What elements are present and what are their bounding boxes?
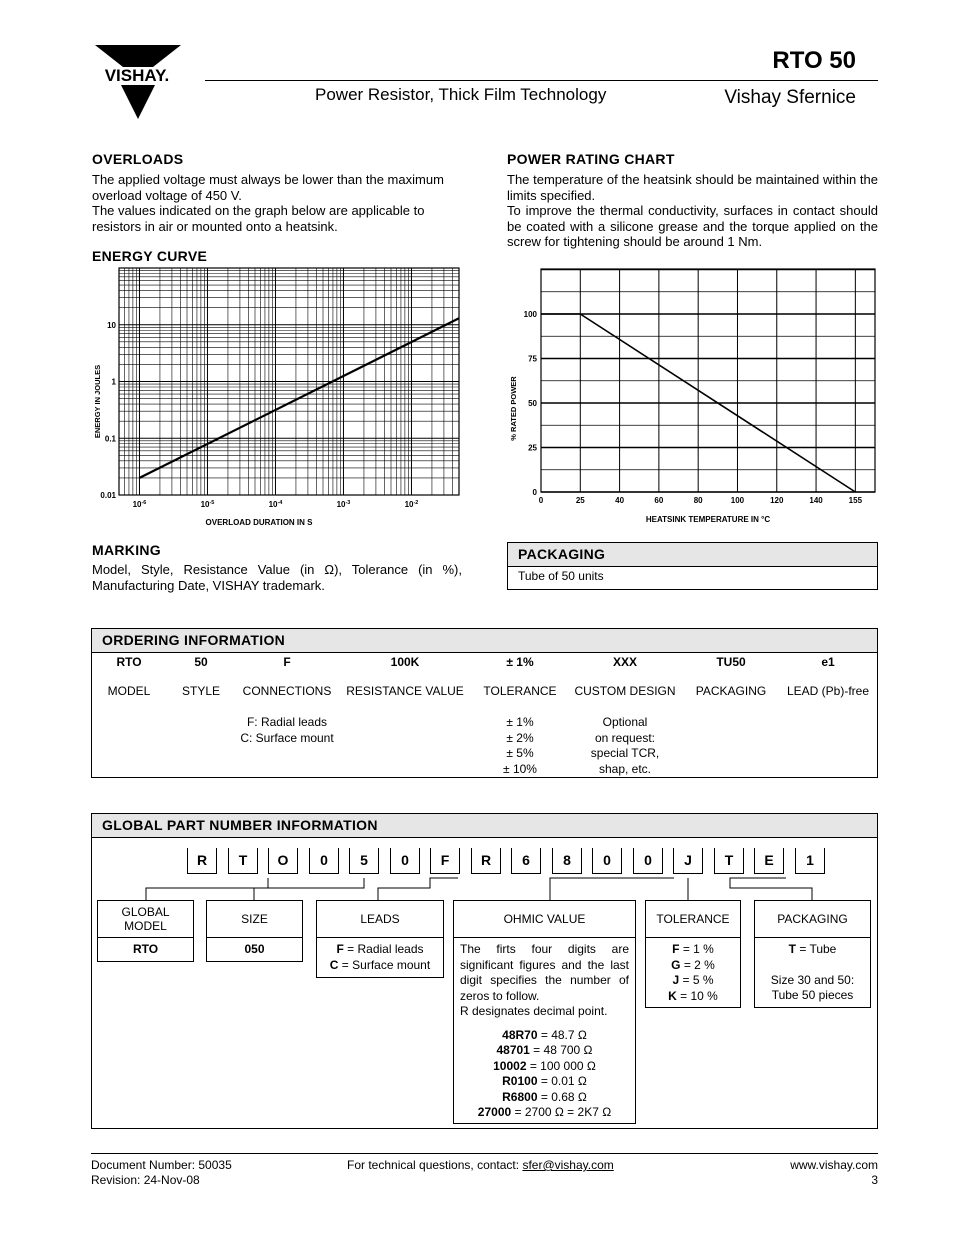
part-number-char: 0: [309, 848, 339, 874]
ohmic-example: 48701 = 48 700 Ω: [496, 1043, 593, 1057]
ordering-field-name: STYLE: [181, 684, 220, 698]
part-number-char: 0: [390, 848, 420, 874]
part-number-char: T: [228, 848, 258, 874]
leads-box: [316, 900, 444, 978]
power-rating-text1: The temperature of the heatsink should be maintained within the limits specified.: [507, 172, 878, 203]
part-number-char: J: [673, 848, 703, 874]
ordering-option: F: Radial leads: [246, 715, 328, 729]
power-y-tick-label: 50: [528, 399, 537, 408]
global-model-head: [98, 901, 193, 938]
part-number-char: T: [714, 848, 744, 874]
energy-x-tick-exp: -4: [277, 500, 283, 506]
energy-curve-title: ENERGY CURVE: [92, 248, 208, 264]
ordering-option: ± 10%: [503, 762, 537, 777]
part-number-char: R: [187, 848, 217, 874]
tolerance-item: K = 10 %: [668, 988, 718, 1003]
website-link[interactable]: www.vishay.com: [790, 1158, 878, 1172]
tolerance-item: J = 5 %: [672, 973, 714, 987]
contact-email-link[interactable]: sfer@vishay.com: [522, 1158, 614, 1172]
ohmic-examples: [460, 1028, 629, 1121]
ordering-code: 100K: [390, 655, 420, 669]
leads-c: C = Surface mount: [329, 957, 431, 972]
size-value: 050: [244, 942, 265, 956]
ohmic-box: [453, 900, 636, 1124]
part-number-char: 1: [795, 848, 825, 874]
energy-x-tick-exp: -5: [209, 500, 215, 506]
ohmic-example: 10002 = 100 000 Ω: [493, 1058, 596, 1073]
global-model-value: RTO: [132, 942, 159, 956]
ordering-code: TU50: [716, 655, 746, 669]
ohmic-head: OHMIC VALUE: [454, 901, 635, 938]
power-x-tick-label: 80: [693, 496, 703, 505]
power-x-tick-label: 25: [575, 496, 585, 505]
energy-x-tick-label: $10^{-6}$: [132, 500, 147, 509]
ordering-title: ORDERING INFORMATION: [92, 629, 877, 653]
size-head: SIZE: [207, 901, 302, 938]
power-x-axis-label: HEATSINK TEMPERATURE IN °C: [645, 515, 771, 524]
ordering-field-name: PACKAGING: [695, 684, 767, 698]
ohmic-example: R0100 = 0.01 Ω: [502, 1074, 587, 1088]
ohmic-example: 48R70 = 48.7 Ω: [502, 1027, 587, 1042]
power-y-tick-label: 0: [532, 488, 537, 497]
part-number-char: F: [430, 848, 460, 874]
ordering-field-name: CUSTOM DESIGN: [574, 684, 676, 698]
energy-y-tick-label: 0.01: [100, 491, 116, 500]
ordering-option: on request:: [594, 730, 656, 745]
ohmic-example: 27000 = 2700 Ω = 2K7 Ω: [477, 1105, 612, 1119]
ordering-code: e1: [821, 655, 835, 669]
footer-right: [790, 1158, 878, 1187]
energy-x-tick-exp: -2: [413, 500, 419, 506]
power-x-tick-label: 140: [809, 496, 823, 505]
ordering-option: C: Surface mount: [240, 730, 334, 745]
size-box: [206, 900, 303, 962]
power-x-tick-label: 155: [848, 496, 863, 505]
packaging-code-t: T = Tube: [788, 942, 837, 956]
packaging-code-note2: Tube 50 pieces: [771, 988, 854, 1002]
power-y-tick-label: 100: [523, 310, 537, 319]
ordering-option: ± 2%: [506, 730, 534, 745]
power-x-tick-label: 100: [730, 496, 745, 505]
ordering-option: Optional: [602, 715, 648, 729]
part-number-char: 5: [349, 848, 379, 874]
power-y-axis-label: % RATED POWER: [509, 376, 518, 441]
part-number-char: 8: [552, 848, 582, 874]
energy-x-axis-label: OVERLOAD DURATION IN S: [205, 518, 313, 527]
marking-title: MARKING: [92, 542, 161, 558]
ohmic-note: R designates decimal point.: [460, 1004, 608, 1018]
global-model-head1: GLOBAL: [121, 905, 170, 919]
part-number-char: 6: [511, 848, 541, 874]
energy-y-tick-label: 1: [111, 377, 116, 387]
leads-f: F = Radial leads: [336, 942, 424, 956]
product-title: RTO 50: [772, 47, 856, 74]
tolerance-box: [645, 900, 741, 1008]
ordering-option: ± 5%: [506, 746, 534, 761]
doc-number: Document Number: 50035: [91, 1158, 232, 1172]
leads-head: LEADS: [317, 901, 443, 938]
overloads-title: OVERLOADS: [92, 151, 184, 167]
ordering-code: 50: [194, 655, 208, 669]
tolerance-item: F = 1 %: [672, 942, 714, 956]
global-model-head2: MODEL: [124, 919, 167, 933]
ordering-field-name: TOLERANCE: [483, 684, 557, 698]
packaging-code-note1: Size 30 and 50:: [770, 972, 855, 987]
power-y-tick-label: 75: [528, 354, 537, 364]
global-title: GLOBAL PART NUMBER INFORMATION: [92, 814, 877, 838]
energy-y-tick-label: 10: [107, 320, 116, 330]
ordering-code: F: [283, 655, 291, 669]
ohmic-text: The firts four digits are significant figures and the last digit specifies the number of zeros to follow.: [460, 942, 629, 1003]
ordering-option: special TCR,: [590, 746, 660, 761]
page-number: 3: [871, 1172, 878, 1187]
footer-contact: For technical questions, contact: sfer@vishay.com: [347, 1158, 614, 1172]
power-x-tick-label: 0: [538, 496, 544, 505]
power-y-tick-label: 25: [528, 443, 537, 453]
part-number-char: 0: [592, 848, 622, 874]
ordering-option: ± 1%: [506, 715, 534, 729]
global-model-box: [97, 900, 194, 962]
ordering-code: XXX: [612, 655, 637, 669]
energy-x-tick-exp: -6: [141, 500, 147, 506]
ordering-field-name: MODEL: [107, 684, 151, 698]
power-rating-text2: To improve the thermal conductivity, surfaces in contact should be coated with a silicone grease and the torque applied on the screw for tightening should be around 1 Nm.: [507, 203, 878, 249]
ordering-code: RTO: [116, 655, 142, 669]
packaging-text: Tube of 50 units: [518, 569, 604, 583]
ordering-option: shap, etc.: [598, 762, 652, 777]
product-subtitle: Power Resistor, Thick Film Technology: [315, 85, 607, 104]
overloads-text1: The applied voltage must always be lower than the maximum overload voltage of 450 V.: [92, 172, 444, 203]
part-number-char: R: [471, 848, 501, 874]
revision: Revision: 24-Nov-08: [91, 1172, 200, 1187]
power-rating-title: POWER RATING CHART: [507, 151, 675, 167]
power-x-tick-label: 60: [654, 496, 664, 505]
packaging-code-box: [754, 900, 871, 1008]
packaging-code-head: PACKAGING: [755, 901, 870, 938]
ordering-field-name: LEAD (Pb)-free: [786, 684, 870, 698]
footer-rule: [91, 1153, 878, 1154]
ordering-code: ± 1%: [506, 655, 534, 669]
packaging-title: PACKAGING: [508, 543, 877, 567]
part-number-char: E: [754, 848, 784, 874]
energy-y-tick-label: 0.1: [104, 434, 116, 444]
energy-x-tick-label: $10^{-4}$: [268, 500, 283, 509]
ordering-field-name: CONNECTIONS: [242, 684, 332, 698]
energy-x-tick-label: $10^{-5}$: [200, 500, 215, 509]
part-number-char: 0: [633, 848, 663, 874]
energy-y-axis-label: ENERGY IN JOULES: [93, 364, 102, 439]
ohmic-example: R6800 = 0.68 Ω: [502, 1089, 587, 1104]
tolerance-items: [646, 938, 740, 1008]
tolerance-item: G = 2 %: [671, 957, 715, 972]
company-name: Vishay Sfernice: [724, 87, 856, 108]
overloads-text2: The values indicated on the graph below are applicable to resistors in air or mounted onto a heatsink.: [92, 203, 425, 234]
energy-x-tick-label: $10^{-2}$: [404, 500, 419, 509]
marking-text: Model, Style, Resistance Value (in Ω), Tolerance (in %), Manufacturing Date, VISHAY trademark.: [92, 562, 462, 593]
energy-x-tick-exp: -3: [345, 500, 351, 506]
power-x-tick-label: 40: [615, 496, 625, 505]
energy-x-tick-label: $10^{-3}$: [336, 500, 351, 509]
ordering-field-name: RESISTANCE VALUE: [346, 684, 464, 698]
power-x-tick-label: 120: [770, 496, 784, 505]
tolerance-head: TOLERANCE: [646, 901, 740, 938]
part-number-char: O: [268, 848, 298, 874]
footer-left: [91, 1158, 232, 1187]
brand-text: VISHAY.: [104, 66, 170, 85]
